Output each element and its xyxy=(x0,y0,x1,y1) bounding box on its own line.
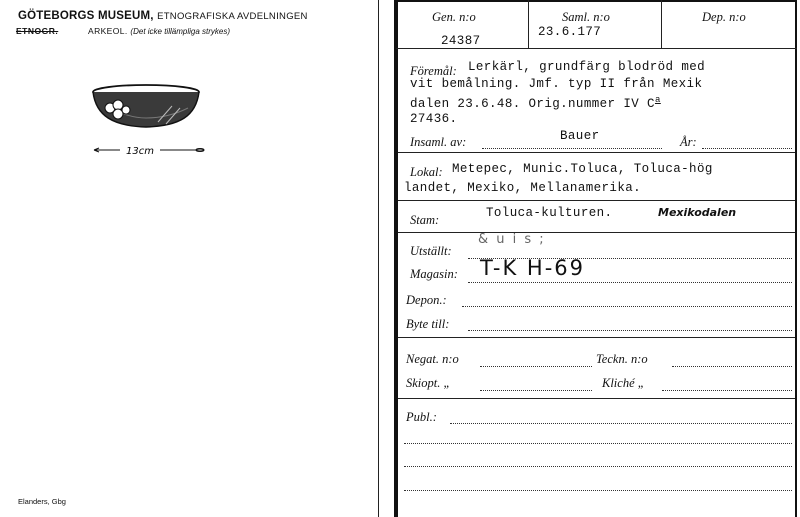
foremal-line-1: Lerkärl, grundfärg blodröd med xyxy=(468,60,706,74)
magasin-value: T-K H-69 xyxy=(480,256,586,280)
header-divider-2 xyxy=(661,0,662,48)
vessel-sketch xyxy=(88,78,206,158)
ar-label: År: xyxy=(680,135,697,149)
negat-dotline xyxy=(480,366,592,367)
museum-name: GÖTEBORGS MUSEUM, xyxy=(18,10,154,22)
depon-label: Depon.: xyxy=(406,293,447,307)
stam-value: Toluca-kulturen. xyxy=(486,206,613,220)
publ-dotline-2 xyxy=(404,443,792,444)
foremal-line-4: 27436. xyxy=(410,112,458,126)
header-divider-1 xyxy=(528,0,529,48)
publ-dotline-3 xyxy=(404,466,792,467)
department-name: ETNOGRAFISKA AVDELNINGEN xyxy=(157,11,308,22)
stam-label: Stam: xyxy=(410,213,440,227)
publ-dotline-4 xyxy=(404,490,792,491)
utstallt-handwritten: & u i s ; xyxy=(478,232,546,247)
card-fold-line xyxy=(378,0,379,517)
utstallt-label: Utställt: xyxy=(410,244,452,258)
stam-handwritten: Mexikodalen xyxy=(658,206,737,219)
lokal-line-2: landet, Mexiko, Mellanamerika. xyxy=(404,181,642,195)
form-top-border xyxy=(396,0,797,2)
section-arkeol xyxy=(88,26,230,36)
skiopt-dotline xyxy=(480,390,592,391)
publ-label: Publ.: xyxy=(406,410,437,424)
magasin-dotline xyxy=(468,282,792,283)
saml-label: Saml. n:o xyxy=(562,10,610,24)
form-left-border xyxy=(394,0,398,517)
dep-label: Dep. n:o xyxy=(702,10,746,24)
form-right-border xyxy=(795,0,797,517)
publ-dotline-1 xyxy=(450,423,792,424)
skiopt-label: Skiopt. „ xyxy=(406,376,451,390)
byte-label: Byte till: xyxy=(406,317,450,331)
byte-dotline xyxy=(468,330,792,331)
foremal-line-3-text: dalen 23.6.48. Orig.nummer IV C xyxy=(410,97,655,112)
teckn-dotline xyxy=(672,366,792,367)
negat-label: Negat. n:o xyxy=(406,352,459,366)
kliche-label: Kliché „ xyxy=(602,376,645,390)
gen-label: Gen. n:o xyxy=(432,10,476,24)
ar-dotline xyxy=(702,148,792,149)
depon-dotline xyxy=(462,306,792,307)
teckn-label: Teckn. n:o xyxy=(596,352,648,366)
printer-mark: Elanders, Gbg xyxy=(18,497,66,506)
magasin-label: Magasin: xyxy=(410,267,458,281)
insaml-dotline xyxy=(482,148,662,149)
rule-after-insaml xyxy=(398,152,795,153)
insaml-label: Insaml. av: xyxy=(410,135,467,149)
rule-after-lokal xyxy=(398,200,795,201)
insaml-value: Bauer xyxy=(560,129,600,143)
kliche-dotline xyxy=(662,390,792,391)
rule-after-stam xyxy=(398,232,795,233)
scale-label: 13cm xyxy=(126,146,154,157)
section-struck: ETNOGR. xyxy=(16,26,59,36)
foremal-line-2: vit bemålning. Jmf. typ II från Mexik xyxy=(410,77,703,91)
header-bottom-line xyxy=(396,48,797,49)
section-row xyxy=(16,26,230,36)
foremal-superscript: a xyxy=(654,95,661,105)
rule-after-byte xyxy=(398,337,795,338)
lokal-line-1: Metepec, Munic.Toluca, Toluca-hög xyxy=(452,162,713,176)
foremal-label: Föremål: xyxy=(410,64,457,78)
rule-after-skiopt xyxy=(398,398,795,399)
section-note: (Det icke tillämpliga strykes) xyxy=(130,27,230,36)
lokal-label: Lokal: xyxy=(410,165,443,179)
foremal-line-3 xyxy=(410,95,661,111)
museum-header xyxy=(18,10,308,22)
gen-value: 24387 xyxy=(441,34,481,48)
saml-value: 23.6.177 xyxy=(538,25,602,39)
section-arkeol-label: ARKEOL. xyxy=(88,26,128,36)
